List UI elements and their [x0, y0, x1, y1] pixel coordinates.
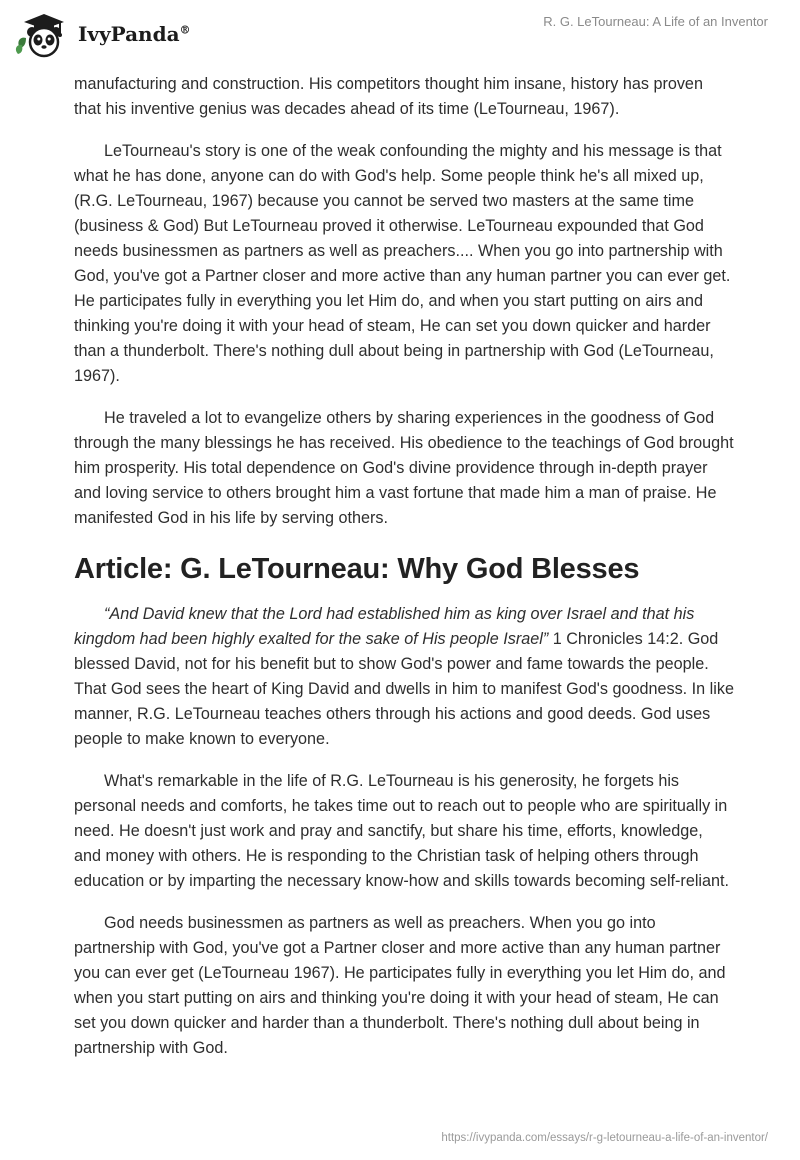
paragraph-6: God needs businessmen as partners as well as preachers. When you go into partnership with God, you've got a Partner closer and more active than any human partner you can ever get (LeTourneau 1967). He participates fully in everything you let Him do, and when you start putting on airs and thinking you're doing it with your head of steam, He can set you down quicker and harder than a thunderbolt. There's nothing dull about being in partnership with God.: [74, 914, 726, 1057]
paragraph-2: LeTourneau's story is one of the weak confounding the mighty and his message is that what he has done, anyone can do with God's help. Some people think he's all mixed up, (R.G. LeTourneau, 1967) because you cannot be served two masters at the same time (business & God) But LeTourneau proved it otherwise. LeTourneau expounded that God needs businessmen as partners as well as preachers.... When you go into partnership with God, you've got a Partner closer and more active than any human partner you can ever get. He participates fully in everything you let Him do, and when you start putting on airs and thinking you're doing it with your head of steam, He can set you down quicker and harder than a thunderbolt. There's nothing dull about being in partnership with God (LeTourneau, 1967).: [74, 142, 731, 385]
running-title: R. G. LeTourneau: A Life of an Inventor: [543, 14, 768, 29]
paragraph-5: What's remarkable in the life of R.G. LeTourneau is his generosity, he forgets his personal needs and comforts, he takes time out to reach out to people who are spiritually in need. He doesn't just work and pray and sanctify, but share his time, efforts, knowledge, and money with others. He is responding to the Christian task of helping others through education or by imparting the necessary know-how and skills towards becoming self-reliant.: [74, 772, 730, 890]
source-url[interactable]: https://ivypanda.com/essays/r-g-letourneau-a-life-of-an-inventor/: [441, 1132, 768, 1144]
section-heading: Article: G. LeTourneau: Why God Blesses: [74, 553, 640, 585]
paragraph-3: He traveled a lot to evangelize others by sharing experiences in the goodness of God through the many blessings he has received. His obedience to the teachings of God brought him prosperity. His total dependence on God's divine providence through in-depth prayer and loving service to others brought him a vast fortune that made him a man of praise. He manifested God in his life by serving others.: [74, 409, 734, 527]
panda-logo-icon: [14, 8, 70, 60]
paragraph-4: [74, 602, 734, 752]
logo-text: IvyPanda®: [78, 22, 191, 46]
page-header: [0, 0, 800, 70]
paragraph-4-text: 1 Chronicles 14:2. God blessed David, not for his benefit but to show God's power and fame towards the people. That God sees the heart of King David and dwells in him to manifest God's goodness. In like manner, R.G. LeTourneau teaches others through his actions and good deeds. God uses people to make known to everyone.: [74, 630, 734, 748]
article-body: [74, 72, 734, 1078]
ivypanda-logo[interactable]: [14, 8, 254, 60]
bible-quote: “And David knew that the Lord had established him as king over Israel and that his kingdom had been highly exalted for the sake of His people Israel”: [74, 605, 695, 648]
paragraph-1: manufacturing and construction. His competitors thought him insane, history has proven that his inventive genius was decades ahead of its time (LeTourneau, 1967).: [74, 75, 703, 118]
